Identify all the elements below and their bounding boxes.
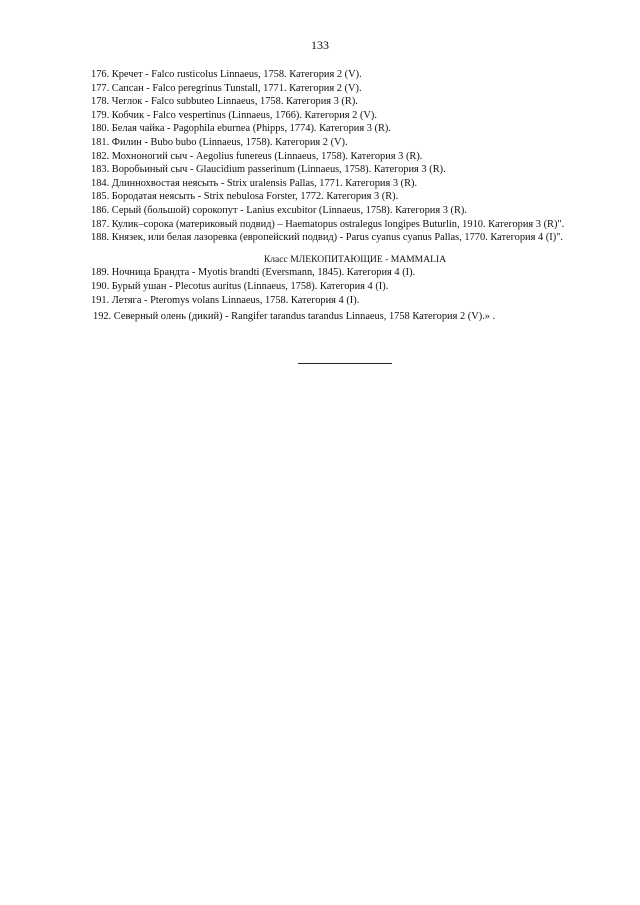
list-item: 185. Бородатая неясыть - Strix nebulosa Forster, 1772. Категория 3 (R). — [91, 191, 399, 203]
list-item: 186. Серый (большой) сорокопут - Lanius excubitor (Linnaeus, 1758). Категория 3 (R). — [91, 204, 467, 216]
list-item: 178. Чеглок - Falco subbuteo Linnaeus, 1758. Категория 3 (R). — [91, 96, 358, 108]
section-heading-mammals: Класс МЛЕКОПИТАЮЩИЕ - MAMMALIA — [263, 253, 447, 265]
list-item: 183. Воробьиный сыч - Glaucidium passerinum (Linnaeus, 1758). Категория 3 (R). — [91, 164, 446, 176]
list-item-final: 192. Северный олень (дикий) - Rangifer tarandus tarandus Linnaeus, 1758 Категория 2 (V).» . — [93, 311, 496, 323]
list-item: 190. Бурый ушан - Plecotus auritus (Linnaeus, 1758). Категория 4 (I). — [91, 280, 389, 292]
list-item: 181. Филин - Bubo bubo (Linnaeus, 1758). Категория 2 (V). — [91, 136, 348, 148]
list-item: 191. Летяга - Pteromys volans Linnaeus, 1758. Категория 4 (I). — [91, 294, 360, 306]
list-item: 188. Князек, или белая лазоревка (европейский подвид) - Parus cyanus cyanus Pallas, 1770. Категория 4 (I)". — [91, 232, 564, 244]
page-number: 133 — [311, 38, 329, 52]
list-item: 182. Мохноногий сыч - Aegolius funereus (Linnaeus, 1758). Категория 3 (R). — [91, 150, 423, 162]
species-list — [91, 68, 599, 324]
list-item: 189. Ночница Брандта - Myotis brandti (Eversmann, 1845). Категория 4 (I). — [91, 267, 416, 279]
list-item: 179. Кобчик - Falco vespertinus (Linnaeus, 1766). Категория 2 (V). — [91, 109, 377, 121]
closing-divider — [298, 363, 392, 364]
list-item: 187. Кулик–сорока (материковый подвид) – Haematopus ostralegus longipes Buturlin, 1910. Категория 3 (R)". — [91, 218, 565, 230]
list-item: 184. Длиннохвостая неясыть - Strix uralensis Pallas, 1771. Категория 3 (R). — [91, 177, 418, 189]
list-item: 176. Кречет - Falco rusticolus Linnaeus, 1758. Категория 2 (V). — [91, 69, 362, 80]
list-item: 177. Сапсан - Falco peregrinus Tunstall, 1771. Категория 2 (V). — [91, 82, 362, 94]
list-item: 180. Белая чайка - Pagophila eburnea (Phipps, 1774). Категория 3 (R). — [91, 123, 391, 135]
